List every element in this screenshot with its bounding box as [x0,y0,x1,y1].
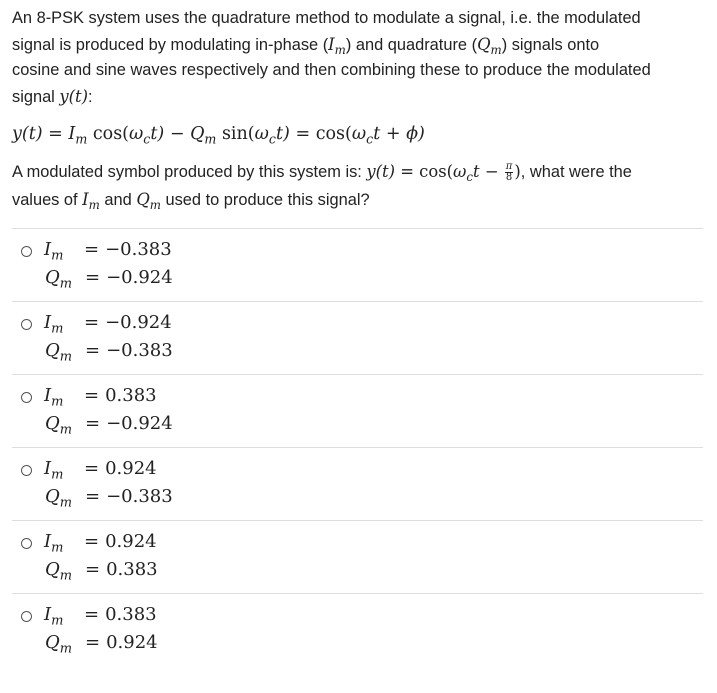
option-Q-line: $Q_m = -0.383$ [45,340,173,365]
radio-button[interactable] [21,392,32,403]
option-Q-value: −0.924 [106,267,173,288]
option-I-value: −0.383 [105,239,172,260]
radio-button[interactable] [21,538,32,549]
radio-button[interactable] [21,246,32,257]
intro-colon: : [88,87,93,106]
f-eq2: = [295,124,311,144]
answer-options [12,228,703,666]
f-minus: − [169,124,185,144]
intro-line-4: signal [12,87,60,106]
answer-option[interactable] [12,228,703,301]
radio-button[interactable] [21,319,32,330]
f-t: t) [150,124,165,144]
I-symbol: $I_m$ [328,34,346,57]
f-eq: = [48,124,63,144]
f-phi: ϕ) [406,124,425,144]
prompt-I: $I_m$ [82,190,100,213]
option-Q-line: $Q_m = -0.383$ [45,486,173,511]
question-prompt [12,158,703,214]
f-I: $I_m$ [68,124,88,147]
prompt-and: and [99,191,137,209]
f-plus: + [385,124,401,144]
option-Q-line: $Q_m = 0.924$ [45,632,158,657]
option-Q-value: −0.383 [106,340,173,361]
option-Q-line: $Q_m = -0.924$ [45,413,173,438]
intro-line-2b: ) and quadrature ( [345,35,478,54]
prompt-text-c: values of [12,191,83,209]
option-I-line: $I_m = 0.924$ [44,531,157,556]
intro-line-2a: signal is produced by modulating in-phase ( [12,35,329,54]
intro-line-3: cosine and sine waves respectively and then combining these to produce the modulated [12,61,651,79]
answer-option[interactable] [12,447,703,520]
prompt-text-a: A modulated symbol produced by this system is: [12,163,367,181]
y-t-symbol: y(t) [59,86,89,106]
option-Q-line: $Q_m = 0.383$ [45,559,158,584]
prompt-text-d: used to produce this signal? [160,191,370,209]
option-Q-line: $Q_m = -0.924$ [45,267,173,292]
intro-line-1: An 8-PSK system uses the quadrature method to modulate a signal, i.e. the modulated [12,9,641,27]
answer-option[interactable] [12,374,703,447]
option-I-value: 0.924 [105,458,157,479]
option-I-value: 0.924 [105,531,157,552]
pi-over-8: $\frac{\pi}{8}$ [505,161,513,183]
f-omega3: $\omega_c$ [351,124,374,147]
option-I-line: $I_m = -0.383$ [44,239,172,264]
option-I-value: 0.383 [105,385,157,406]
Q-symbol: $Q_m$ [477,34,502,57]
radio-button[interactable] [21,465,32,476]
prompt-formula: $y(t) = \cos(\omega_ct$ − $\frac{\pi}{8}$ ) [366,161,521,185]
intro-line-2c: ) signals onto [501,35,600,54]
f-t3: t [373,124,381,144]
radio-button[interactable] [21,611,32,622]
prompt-text-b: , what were the [520,163,632,181]
answer-option[interactable] [12,593,703,666]
f-Q: $Q_m$ [190,124,217,147]
f-y: y(t) [12,124,43,144]
f-sin: sin( [221,124,255,144]
answer-option[interactable] [12,520,703,593]
option-Q-value: 0.924 [106,632,158,653]
modulation-formula [12,124,703,147]
option-I-value: −0.924 [105,312,172,333]
f-cos: cos( [92,124,130,144]
option-I-line: $I_m = 0.383$ [44,385,157,410]
f-omega: $\omega_c$ [129,124,151,147]
prompt-Q: $Q_m$ [136,190,161,213]
f-cos2: cos( [315,124,352,144]
option-Q-value: 0.383 [106,559,158,580]
f-omega2: $\omega_c$ [254,124,276,147]
answer-option[interactable] [12,301,703,374]
f-t2: t) [275,124,290,144]
option-I-value: 0.383 [105,604,157,625]
option-I-line: $I_m = 0.924$ [44,458,157,483]
option-I-line: $I_m = -0.924$ [44,312,172,337]
option-Q-value: −0.924 [106,413,173,434]
option-I-line: $I_m = 0.383$ [44,604,157,629]
question-intro [12,6,703,110]
option-Q-value: −0.383 [106,486,173,507]
